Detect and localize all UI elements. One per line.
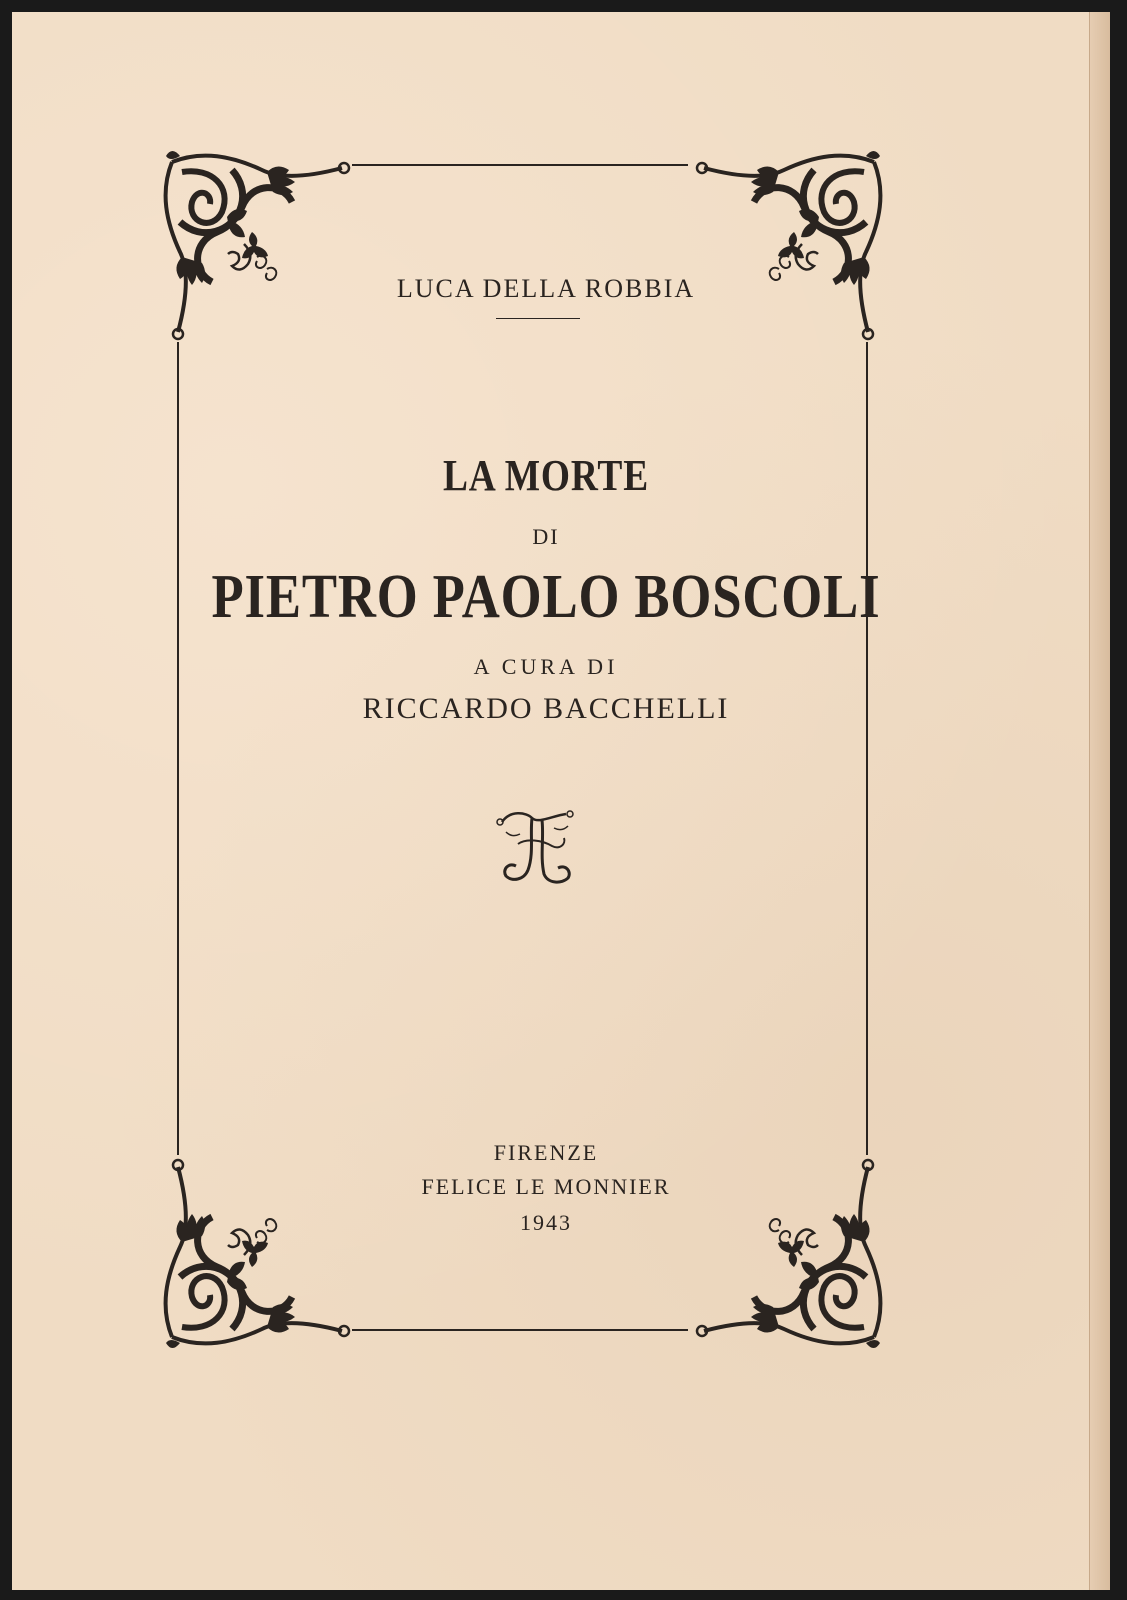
publisher-name: FELICE LE MONNIER (421, 1174, 671, 1199)
editor-prefix: A CURA DI (473, 654, 619, 679)
publisher-monogram-icon (492, 804, 582, 894)
title-line-2: PIETRO PAOLO BOSCOLI (211, 563, 881, 631)
publication-place: FIRENZE (493, 1140, 599, 1165)
title-connector: DI (532, 524, 560, 549)
editor-name: RICCARDO BACCHELLI (362, 692, 730, 725)
author-divider (496, 318, 580, 319)
book-cover (12, 12, 1110, 1590)
ornamental-frame (12, 12, 1110, 1590)
title-line-1: LA MORTE (442, 451, 650, 500)
author-name: LUCA DELLA ROBBIA (396, 274, 696, 303)
publication-year: 1943 (520, 1210, 572, 1235)
corner-ornament-top-left-icon (166, 151, 349, 339)
corner-ornament-top-right-icon (697, 151, 880, 339)
